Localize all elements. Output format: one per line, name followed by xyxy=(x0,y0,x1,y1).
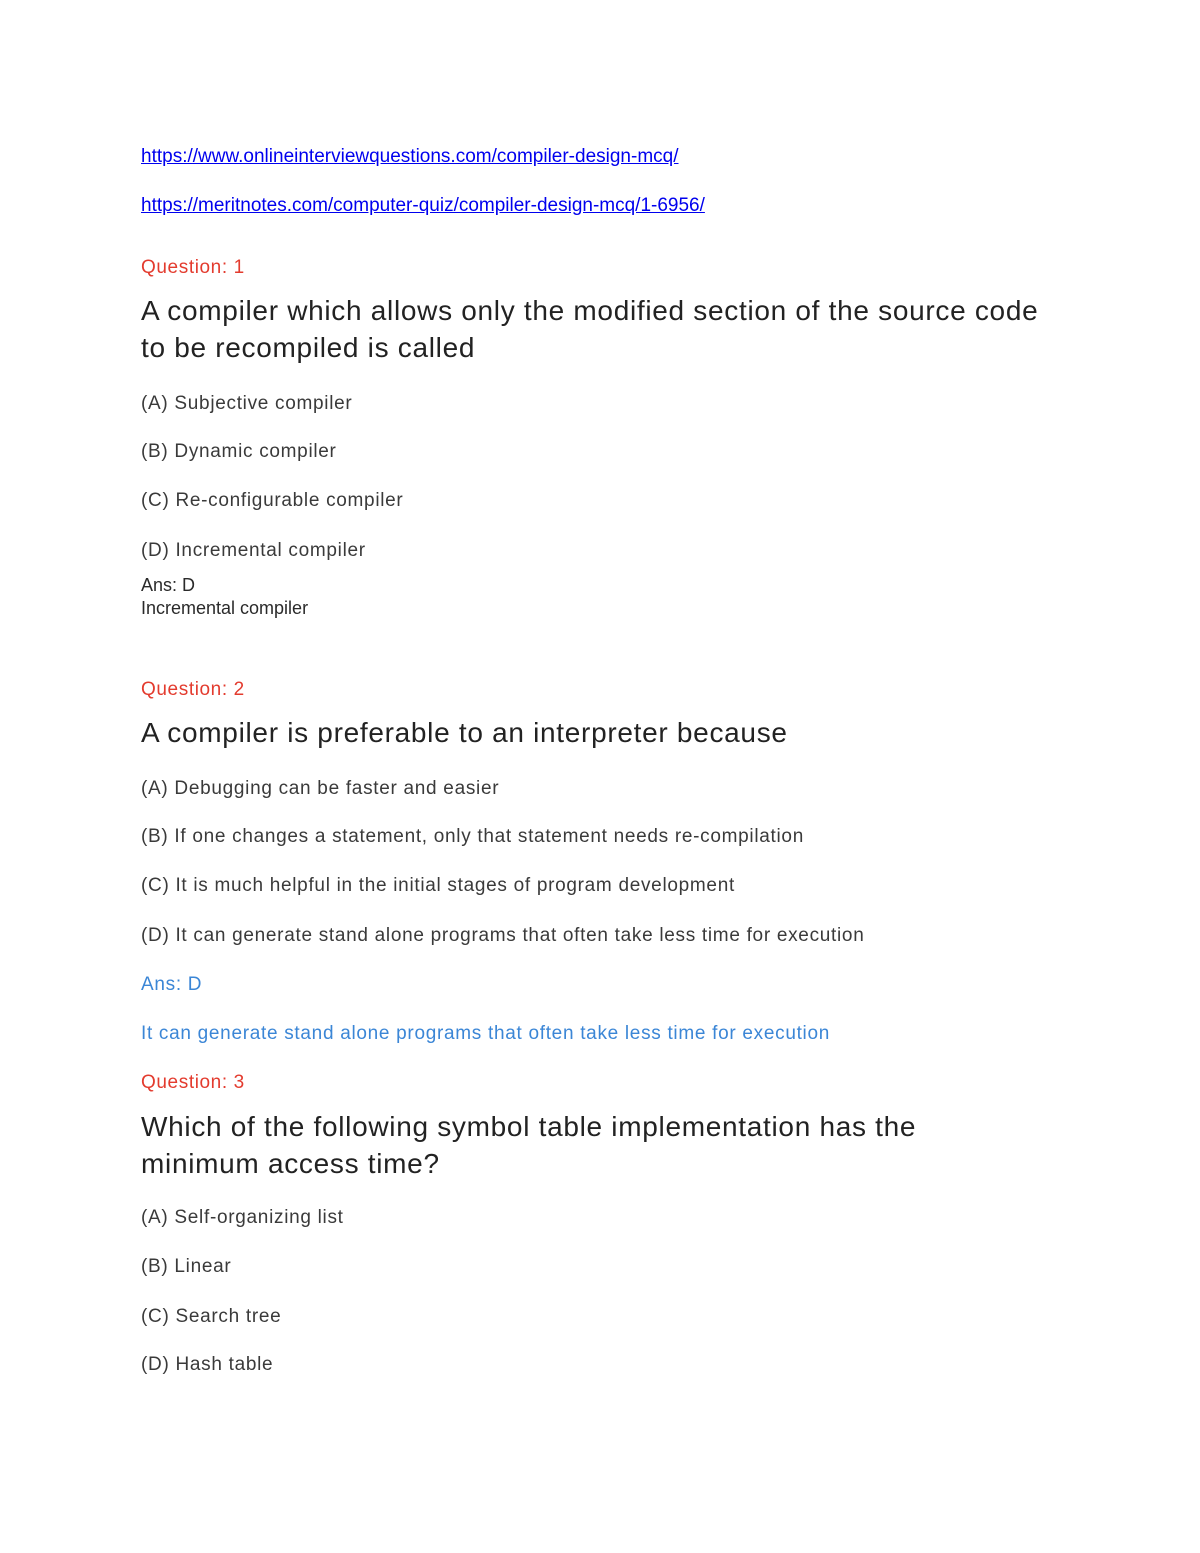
question-2-explanation: It can generate stand alone programs that often take less time for execution xyxy=(141,1023,831,1044)
question-3-text: Which of the following symbol table implementation has the minimum access time? xyxy=(141,1111,917,1179)
question-1-label: Question: 1 xyxy=(141,257,245,278)
question-3-label: Question: 3 xyxy=(141,1072,245,1093)
question-2-option-a: (A) Debugging can be faster and easier xyxy=(141,778,500,799)
reference-link-2[interactable]: https://meritnotes.com/computer-quiz/compiler-design-mcq/1-6956/ xyxy=(141,195,705,216)
question-3-option-b: (B) Linear xyxy=(141,1256,232,1277)
question-3-option-c: (C) Search tree xyxy=(141,1306,282,1327)
question-3-option-a: (A) Self-organizing list xyxy=(141,1207,344,1228)
question-2-option-d: (D) It can generate stand alone programs that often take less time for execution xyxy=(141,925,865,946)
question-1-option-a: (A) Subjective compiler xyxy=(141,393,353,414)
question-2-option-b: (B) If one changes a statement, only that statement needs re-compilation xyxy=(141,826,804,847)
question-2-text: A compiler is preferable to an interpreter because xyxy=(141,717,788,748)
question-1-option-b: (B) Dynamic compiler xyxy=(141,441,337,462)
question-1-explanation: Incremental compiler xyxy=(141,598,309,618)
question-1-answer: Ans: D xyxy=(141,575,196,595)
reference-link-1[interactable]: https://www.onlineinterviewquestions.com/compiler-design-mcq/ xyxy=(141,146,679,167)
question-1-option-d: (D) Incremental compiler xyxy=(141,540,366,561)
question-1-option-c: (C) Re-configurable compiler xyxy=(141,490,404,511)
question-3-option-d: (D) Hash table xyxy=(141,1354,274,1375)
question-2-label: Question: 2 xyxy=(141,679,245,700)
question-2-option-c: (C) It is much helpful in the initial stages of program development xyxy=(141,875,735,896)
question-1-text: A compiler which allows only the modified section of the source code to be recompiled is called xyxy=(141,295,1039,363)
question-2-answer: Ans: D xyxy=(141,974,203,995)
